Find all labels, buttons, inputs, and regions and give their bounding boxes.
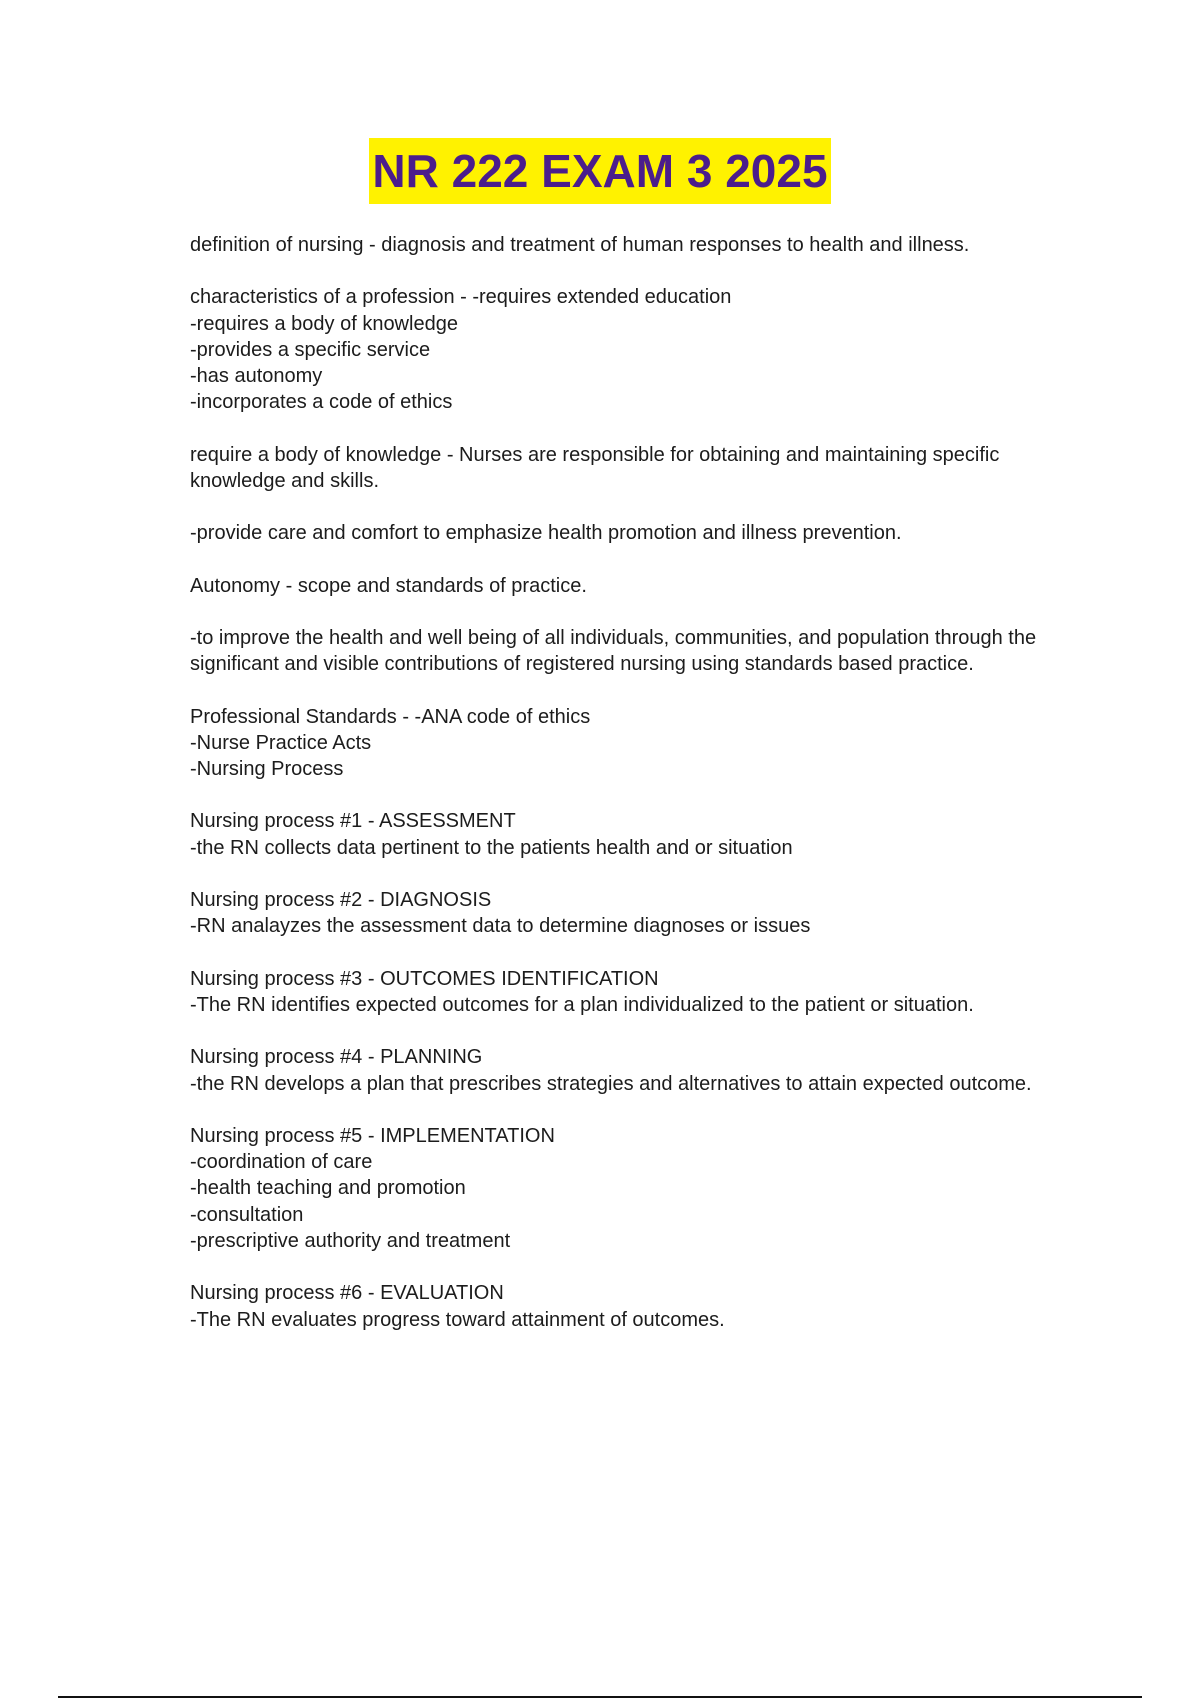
entry-heading-line: Nursing process #5 - IMPLEMENTATION bbox=[190, 1124, 555, 1147]
entry-heading-line: require a body of knowledge - Nurses are responsible for obtaining and maintaining specific knowledge and skills. bbox=[190, 443, 1000, 493]
note-entry bbox=[190, 966, 1040, 1019]
note-entry bbox=[190, 232, 1040, 258]
page-bottom-divider bbox=[58, 1696, 1142, 1698]
note-entry bbox=[190, 284, 1040, 415]
document-title: NR 222 EXAM 3 2025 bbox=[369, 138, 830, 204]
entry-detail-line: -Nursing Process bbox=[190, 758, 344, 781]
entry-detail-line: -the RN collects data pertinent to the patients health and or situation bbox=[190, 836, 793, 859]
entry-detail-line: -RN analayzes the assessment data to determine diagnoses or issues bbox=[190, 915, 811, 938]
entry-detail-line: -requires a body of knowledge bbox=[190, 312, 458, 335]
entry-detail-line: -the RN develops a plan that prescribes strategies and alternatives to attain expected outcome. bbox=[190, 1072, 1032, 1095]
entry-heading-line: characteristics of a profession - -requires extended education bbox=[190, 286, 732, 309]
entry-heading-line: Autonomy - scope and standards of practice. bbox=[190, 574, 587, 597]
note-entry bbox=[190, 887, 1040, 940]
entry-heading-line: definition of nursing - diagnosis and treatment of human responses to health and illness. bbox=[190, 234, 970, 256]
entry-heading-line: Nursing process #4 - PLANNING bbox=[190, 1046, 483, 1069]
entry-detail-line: -provides a specific service bbox=[190, 338, 431, 361]
note-entry bbox=[190, 442, 1040, 495]
note-entry bbox=[190, 1123, 1040, 1254]
entry-detail-line: -prescriptive authority and treatment bbox=[190, 1230, 511, 1253]
entry-heading-line: Nursing process #1 - ASSESSMENT bbox=[190, 810, 516, 833]
entry-detail-line: -consultation bbox=[190, 1203, 304, 1226]
entry-heading-line: -provide care and comfort to emphasize health promotion and illness prevention. bbox=[190, 522, 902, 545]
note-entry bbox=[190, 704, 1040, 783]
note-entry bbox=[190, 625, 1040, 678]
title-container bbox=[0, 138, 1200, 204]
note-entry bbox=[190, 1280, 1040, 1333]
entry-detail-line: -coordination of care bbox=[190, 1151, 373, 1174]
entry-detail-line: -The RN evaluates progress toward attainment of outcomes. bbox=[190, 1308, 725, 1331]
entry-detail-line: -health teaching and promotion bbox=[190, 1177, 466, 1200]
entry-detail-line: -The RN identifies expected outcomes for a plan individualized to the patient or situation. bbox=[190, 993, 974, 1016]
entry-heading-line: Nursing process #2 - DIAGNOSIS bbox=[190, 889, 492, 912]
entry-heading-line: Nursing process #3 - OUTCOMES IDENTIFICATION bbox=[190, 967, 659, 990]
entry-heading-line: Nursing process #6 - EVALUATION bbox=[190, 1282, 504, 1305]
entry-heading-line: -to improve the health and well being of all individuals, communities, and population through the significant and visible contributions of registered nursing using standards based practice. bbox=[190, 626, 1037, 676]
note-entry bbox=[190, 808, 1040, 861]
entry-detail-line: -has autonomy bbox=[190, 365, 323, 388]
note-entry bbox=[190, 520, 1040, 546]
note-entry bbox=[190, 1044, 1040, 1097]
note-entry bbox=[190, 573, 1040, 599]
document-body bbox=[190, 232, 1040, 1359]
entry-detail-line: -Nurse Practice Acts bbox=[190, 731, 372, 754]
entry-heading-line: Professional Standards - -ANA code of ethics bbox=[190, 705, 591, 728]
entry-detail-line: -incorporates a code of ethics bbox=[190, 391, 453, 414]
